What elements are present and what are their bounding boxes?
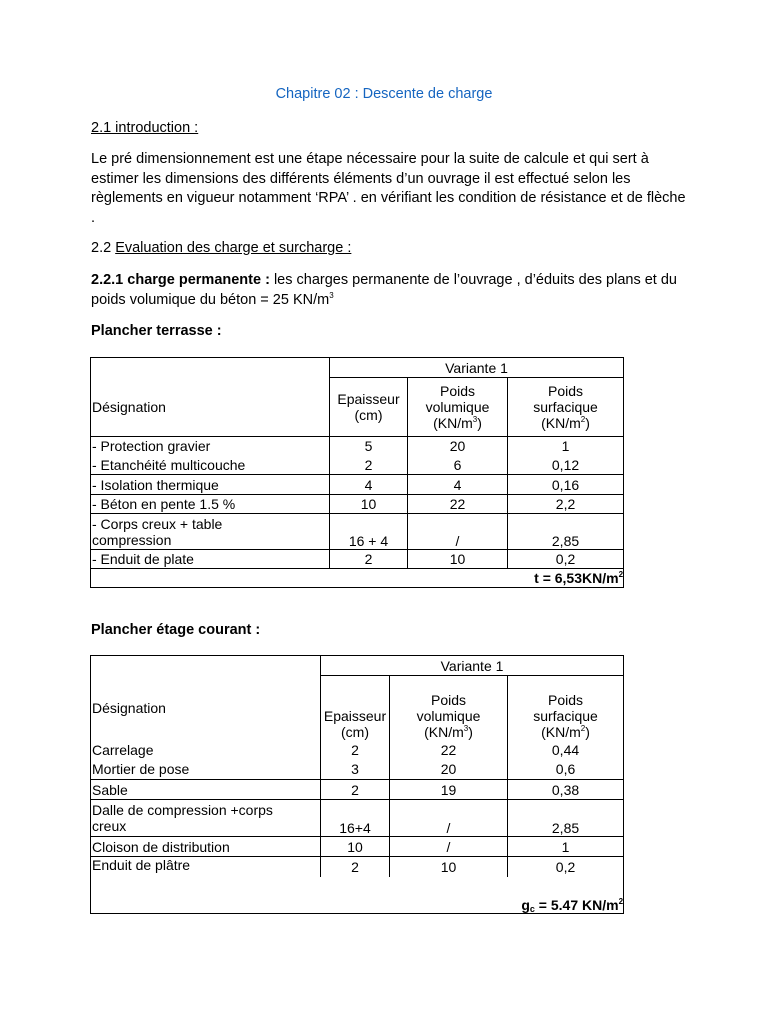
header-text: Poids [548, 383, 584, 399]
header-text: ) [468, 723, 473, 740]
header-text: surfacique [533, 707, 598, 724]
header-text: Poids [548, 691, 584, 708]
superscript: 2 [618, 570, 624, 579]
surfacique-cell: 1 [508, 837, 624, 857]
designation-cell: - Béton en pente 1.5 % [91, 495, 330, 514]
epaisseur-cell: 2 [321, 740, 390, 760]
empty-cell [91, 656, 321, 676]
table-row [91, 569, 624, 588]
designation-cell: Cloison de distribution [91, 837, 321, 857]
header-text: ) [585, 723, 590, 740]
table-row [91, 837, 624, 857]
surfacique-cell: 0,12 [508, 456, 624, 475]
table-row [91, 378, 624, 437]
header-text: (KN/m [541, 723, 581, 740]
poids-surfacique-header [508, 676, 624, 740]
superscript: 2 [618, 897, 624, 906]
header-text: ) [477, 415, 482, 431]
designation-cell [91, 514, 330, 550]
designation-cell: - Protection gravier [91, 437, 330, 456]
plancher-terrasse-title: Plancher terrasse : [91, 323, 222, 339]
empty-cell [91, 358, 330, 378]
surfacique-cell: 1 [508, 437, 624, 456]
surfacique-cell: 2,2 [508, 495, 624, 514]
poids-volumique-header [390, 676, 508, 740]
table-row [91, 514, 624, 550]
header-text: (KN/m [541, 415, 581, 431]
designation-cell: - Isolation thermique [91, 475, 330, 495]
poids-surfacique-header [508, 378, 624, 437]
section-2-2-number: 2.2 [91, 240, 116, 256]
table-row [91, 475, 624, 495]
table-row [91, 857, 624, 877]
header-text: ) [585, 415, 590, 431]
designation-line: - Corps creux + table [92, 515, 223, 532]
surfacique-cell: 0,2 [508, 857, 624, 877]
volumique-cell: 10 [390, 857, 508, 877]
table-row [91, 456, 624, 475]
courant-table [90, 655, 624, 914]
header-text: (KN/m [433, 415, 473, 431]
section-2-2-heading [91, 240, 351, 256]
chapter-title: Chapitre 02 : Descente de charge [275, 86, 493, 102]
terrasse-table [90, 357, 624, 588]
surfacique-cell: 2,85 [508, 800, 624, 837]
header-text: volumique [416, 707, 481, 724]
surfacique-cell: 0,38 [508, 780, 624, 800]
epaisseur-cell: 10 [321, 837, 390, 857]
epaisseur-header [330, 378, 408, 437]
header-text: surfacique [533, 399, 598, 415]
superscript: 2 [580, 723, 586, 733]
designation-line: creux [92, 818, 127, 834]
intro-paragraph: Le pré dimensionnement est une étape nécessaire pour la suite de calcule et qui sert à estimer les dimensions des différents éléments d’un ouvrage il est effectué selon les règlements en vigueur notamment ‘RPA’ . en vérifiant les condition de résistance et de flèche . [91, 151, 686, 226]
designation-cell: Carrelage [91, 740, 321, 760]
designation-cell: Mortier de pose [91, 760, 321, 780]
table-row [91, 656, 624, 676]
header-text: Poids [439, 383, 476, 399]
designation-cell: Sable [91, 780, 321, 800]
header-text: (cm) [341, 723, 369, 740]
terrasse-total [91, 569, 624, 588]
superscript: 3 [463, 723, 469, 733]
section-2-1-heading: 2.1 introduction : [91, 120, 199, 136]
courant-total [91, 877, 624, 914]
total-text: = 5.47 KN/m [534, 897, 619, 913]
volumique-cell: / [390, 837, 508, 857]
volumique-cell: / [408, 514, 508, 550]
section-2-2-1-paragraph [91, 271, 691, 310]
volumique-cell: 4 [408, 475, 508, 495]
volumique-cell: 10 [408, 550, 508, 569]
table-row [91, 740, 624, 760]
designation-cell: - Etanchéité multicouche [91, 456, 330, 475]
variante-header: Variante 1 [321, 656, 624, 676]
designation-line: Dalle de compression +corps [92, 802, 273, 818]
designation-header: Désignation [91, 378, 330, 437]
superscript-3: 3 [329, 290, 334, 300]
volumique-cell: 19 [390, 780, 508, 800]
surfacique-cell: 0,44 [508, 740, 624, 760]
designation-cell [91, 800, 321, 837]
surfacique-cell: 0,16 [508, 475, 624, 495]
section-2-2-title: Evaluation des charge et surcharge : [115, 240, 352, 256]
volumique-cell: 6 [408, 456, 508, 475]
surfacique-cell: 0,6 [508, 760, 624, 780]
epaisseur-cell: 2 [330, 456, 408, 475]
table-row [91, 780, 624, 800]
table-row [91, 676, 624, 740]
volumique-cell: 20 [408, 437, 508, 456]
designation-header: Désignation [91, 676, 321, 740]
designation-line: compression [92, 531, 172, 548]
poids-volumique-header [408, 378, 508, 437]
header-text: (KN/m [424, 723, 464, 740]
epaisseur-cell: 2 [321, 857, 390, 877]
surfacique-cell: 0,2 [508, 550, 624, 569]
header-text: Epaisseur [323, 707, 387, 724]
total-text: t = 6,53KN/m [534, 570, 619, 586]
designation-cell: - Enduit de plate [91, 550, 330, 569]
table-row [91, 877, 624, 914]
volumique-cell: / [390, 800, 508, 837]
table-row [91, 437, 624, 456]
epaisseur-cell: 5 [330, 437, 408, 456]
epaisseur-cell: 16 + 4 [330, 514, 408, 550]
superscript: 2 [580, 415, 586, 424]
epaisseur-cell: 3 [321, 760, 390, 780]
epaisseur-cell: 10 [330, 495, 408, 514]
designation-cell: Enduit de plâtre [91, 857, 321, 877]
volumique-cell: 22 [390, 740, 508, 760]
epaisseur-header [321, 676, 390, 740]
table-row [91, 760, 624, 780]
header-text: Poids [430, 691, 467, 708]
header-text: volumique [425, 399, 490, 415]
table-row [91, 550, 624, 569]
header-text: (cm) [354, 407, 383, 423]
table-row [91, 800, 624, 837]
section-2-2-1-text: les charges permanente de l’ouvrage , d’éduits des plans et du poids volumique du béton = 25 KN/m [91, 272, 677, 308]
header-text: Epaisseur [337, 391, 400, 407]
superscript: 3 [472, 415, 478, 424]
volumique-cell: 20 [390, 760, 508, 780]
volumique-cell: 22 [408, 495, 508, 514]
surfacique-cell: 2,85 [508, 514, 624, 550]
total-text: g [521, 897, 530, 913]
epaisseur-cell: 16+4 [321, 800, 390, 837]
table-row [91, 358, 624, 378]
section-2-2-1-label: 2.2.1 charge permanente : [91, 272, 270, 288]
variante-header: Variante 1 [330, 358, 624, 378]
epaisseur-cell: 2 [321, 780, 390, 800]
subscript: c [529, 904, 535, 914]
plancher-courant-title: Plancher étage courant : [91, 622, 261, 638]
table-row [91, 495, 624, 514]
epaisseur-cell: 4 [330, 475, 408, 495]
epaisseur-cell: 2 [330, 550, 408, 569]
